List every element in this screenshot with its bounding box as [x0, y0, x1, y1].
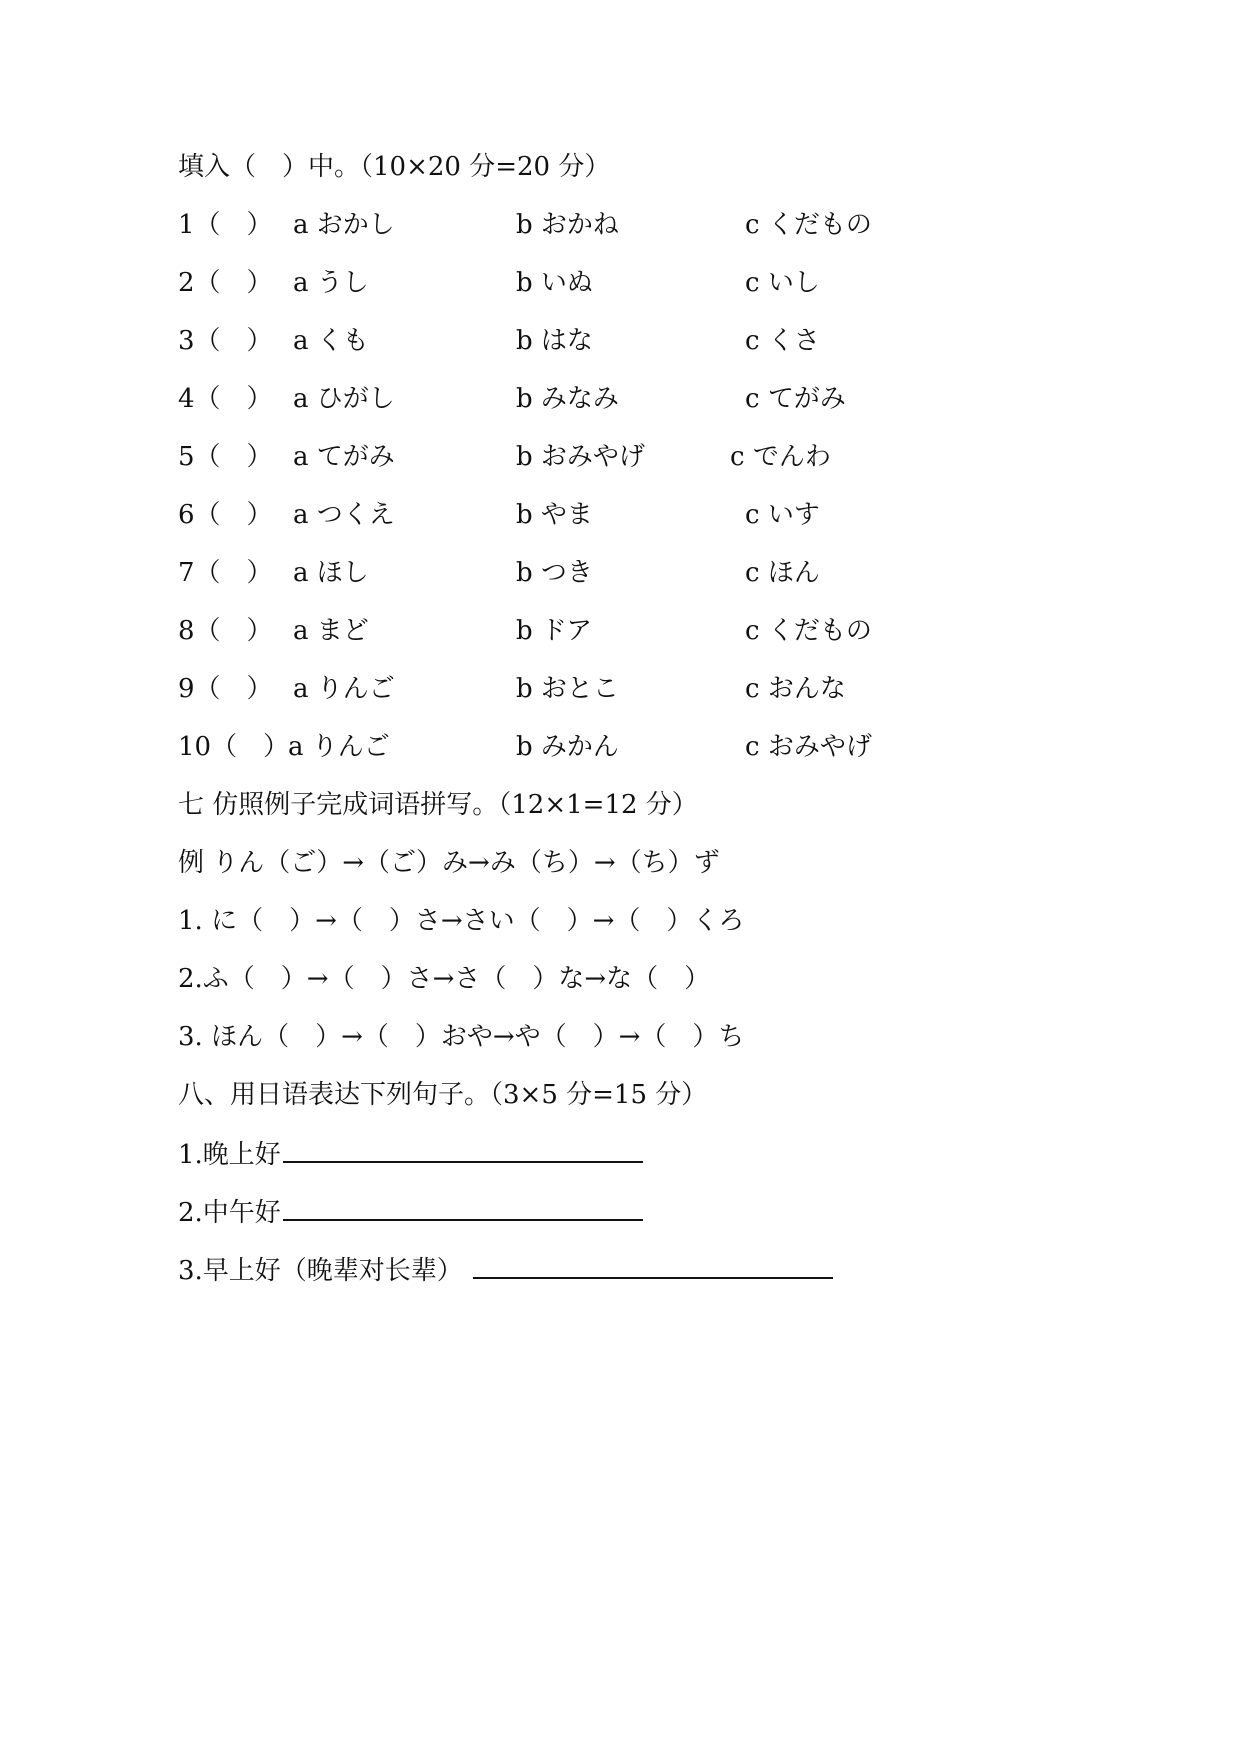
question-number: 4（ ）: [178, 384, 273, 414]
option-b: b みかん: [516, 732, 619, 762]
question-row: [178, 495, 878, 535]
option-c: c でんわ: [730, 442, 831, 472]
question-row: [178, 263, 878, 303]
fill-section-heading: 填入（ ）中。（10×20 分=20 分）: [178, 152, 611, 182]
translation-prompt: 1.晚上好: [178, 1140, 281, 1170]
question-number: 3（ ）: [178, 326, 273, 356]
option-b: b おとこ: [516, 674, 619, 704]
question-row: [178, 321, 878, 361]
question-row: [178, 611, 878, 651]
option-b: b みなみ: [516, 384, 619, 414]
question-row: [178, 205, 878, 245]
option-c: c おみやげ: [745, 732, 872, 762]
question-number: 8（ ）: [178, 616, 273, 646]
option-c: c くさ: [745, 326, 820, 356]
option-b: b つき: [516, 558, 593, 588]
option-c: c てがみ: [745, 384, 846, 414]
option-c: c おんな: [745, 674, 846, 704]
translation-item: [178, 1191, 643, 1231]
question-number: 2（ ）: [178, 268, 273, 298]
question-row: [178, 727, 878, 767]
option-a: a くも: [293, 326, 369, 356]
option-b: b おかね: [516, 210, 619, 240]
option-a: a まど: [293, 616, 369, 646]
translation-prompt: 3.早上好（晚辈对长辈）: [178, 1256, 463, 1286]
word-chain-item: 2.ふ（ ）→（ ）さ→さ（ ）な→な（ ）: [178, 964, 711, 994]
question-number: 9（ ）: [178, 674, 273, 704]
option-b: b おみやげ: [516, 442, 645, 472]
question-row: [178, 437, 878, 477]
translation-prompt: 2.中午好: [178, 1198, 281, 1228]
translation-item: [178, 1249, 833, 1289]
option-a: a てがみ: [293, 442, 395, 472]
option-b: b ドア: [516, 616, 593, 646]
question-row: [178, 669, 878, 709]
option-c: c くだもの: [745, 616, 872, 646]
option-c: c いし: [745, 268, 820, 298]
answer-blank[interactable]: [283, 1133, 643, 1163]
option-a: a おかし: [293, 210, 395, 240]
question-number: 1（ ）: [178, 210, 273, 240]
question-number: 7（ ）: [178, 558, 273, 588]
question-row: [178, 379, 878, 419]
translation-item: [178, 1133, 643, 1173]
option-a: a つくえ: [293, 500, 395, 530]
option-c: c くだもの: [745, 210, 872, 240]
option-b: b やま: [516, 500, 593, 530]
section-eight-heading: 八、用日语表达下列句子。（3×5 分=15 分）: [178, 1080, 708, 1110]
option-a: a りんご: [293, 674, 395, 704]
question-number: 5（ ）: [178, 442, 273, 472]
answer-blank[interactable]: [473, 1249, 833, 1279]
option-c: c ほん: [745, 558, 820, 588]
option-c: c いす: [745, 500, 820, 530]
question-number: 6（ ）: [178, 500, 273, 530]
option-b: b いぬ: [516, 268, 593, 298]
word-chain-item: 3. ほん（ ）→（ ）おや→や（ ）→（ ）ち: [178, 1022, 745, 1052]
word-chain-item: 1. に（ ）→（ ）さ→さい（ ）→（ ）くろ: [178, 906, 745, 936]
answer-blank[interactable]: [283, 1191, 643, 1221]
option-a: a ひがし: [293, 384, 395, 414]
section-seven-example: 例 りん（ご）→（ご）み→み（ち）→（ち）ず: [178, 848, 720, 878]
question-row: [178, 553, 878, 593]
option-b: b はな: [516, 326, 593, 356]
option-a: a りんご: [288, 732, 390, 762]
option-a: a ほし: [293, 558, 369, 588]
question-number: 10（ ）: [178, 732, 290, 762]
section-seven-heading: 七 仿照例子完成词语拼写。（12×1=12 分）: [178, 790, 698, 820]
option-a: a うし: [293, 268, 369, 298]
